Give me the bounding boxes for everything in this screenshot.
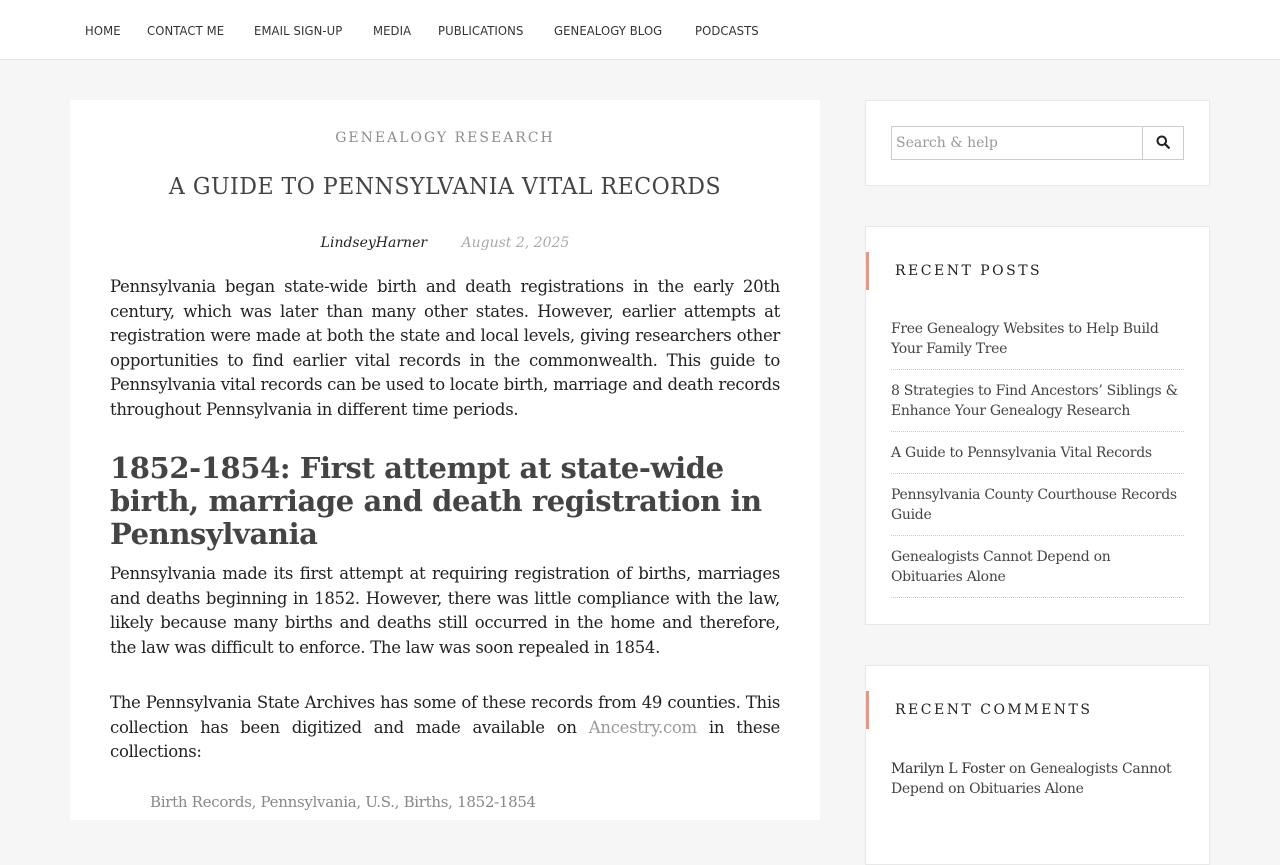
nav-item-contact-me[interactable]: CONTACT ME — [147, 22, 225, 38]
nav-item-genealogy-blog[interactable]: GENEALOGY BLOG — [554, 22, 663, 38]
nav-item-media[interactable]: MEDIA — [373, 22, 412, 38]
nav-item-email-sign-up[interactable]: EMAIL SIGN-UP — [254, 22, 343, 38]
search-widget — [865, 100, 1210, 186]
recent-posts-title: RECENT POSTS — [866, 252, 1042, 290]
post-date: August 2, 2025 — [461, 235, 570, 251]
recent-posts-widget — [865, 226, 1210, 625]
search-icon — [1156, 134, 1170, 153]
top-navigation — [0, 0, 1280, 60]
archives-text-after: in these collections: — [110, 717, 780, 762]
ancestry-link[interactable]: Ancestry.com — [588, 717, 697, 737]
comment-author: Marilyn L Foster — [891, 761, 1005, 777]
search-button[interactable] — [1142, 127, 1183, 159]
recent-post-link[interactable]: A Guide to Pennsylvania Vital Records — [891, 443, 1184, 474]
post-category-link[interactable]: GENEALOGY RESEARCH — [335, 130, 555, 146]
section-paragraph: Pennsylvania made its first attempt at requiring registration of births, marriages and deaths beginning in 1852. However, there was little compliance with the law, likely because many births and deaths still occurred in the home and therefore, the law was difficult to enforce. The law was soon repealed in 1854. — [110, 564, 780, 657]
post-title: A GUIDE TO PENNSYLVANIA VITAL RECORDS — [168, 174, 722, 200]
recent-posts-list — [891, 319, 1184, 609]
collection-list-item[interactable]: Birth Records, Pennsylvania, U.S., Births, 1852-1854 — [150, 793, 536, 811]
nav-item-podcasts[interactable]: PODCASTS — [694, 22, 759, 38]
recent-post-link[interactable]: Free Genealogy Websites to Help Build Your Family Tree — [891, 319, 1184, 370]
search-form — [891, 126, 1184, 160]
archives-text-before: The Pennsylvania State Archives has some of these records from 49 counties. This collection has been digitized and made available on — [110, 693, 780, 737]
recent-comments-title: RECENT COMMENTS — [866, 691, 1093, 729]
post-meta — [70, 235, 820, 251]
recent-post-link[interactable]: 8 Strategies to Find Ancestors’ Siblings & Enhance Your Genealogy Research — [891, 381, 1184, 432]
intro-paragraph: Pennsylvania began state-wide birth and death registrations in the early 20th century, which was later than many other states. However, earlier attempts at registration were made at both the state and local levels, giving researchers other opportunities to find earlier vital records in the commonwealth. This guide to Pennsylvania vital records can be used to locate birth, marriage and death records throughout Pennsylvania in different time periods. — [110, 277, 780, 419]
comment-post-link[interactable]: Genealogists Cannot Depend on Obituaries Alone — [891, 761, 1172, 797]
nav-menu — [0, 0, 1280, 60]
recent-comments-list — [891, 759, 1184, 820]
post-author-link[interactable]: LindseyHarner — [320, 235, 428, 251]
search-input[interactable] — [892, 127, 1142, 159]
section-heading: 1852-1854: First attempt at state-wide birth, marriage and death registration in Pennsylvania — [110, 451, 762, 551]
recent-post-link[interactable]: Genealogists Cannot Depend on Obituaries Alone — [891, 547, 1184, 598]
nav-item-publications[interactable]: PUBLICATIONS — [438, 22, 524, 38]
nav-item-home[interactable]: HOME — [85, 22, 121, 38]
recent-comment-item — [891, 759, 1184, 809]
archives-paragraph — [110, 691, 780, 765]
comment-on-text: on — [1004, 761, 1030, 777]
recent-comments-widget — [865, 665, 1210, 865]
recent-post-link[interactable]: Pennsylvania County Courthouse Records Guide — [891, 485, 1184, 536]
